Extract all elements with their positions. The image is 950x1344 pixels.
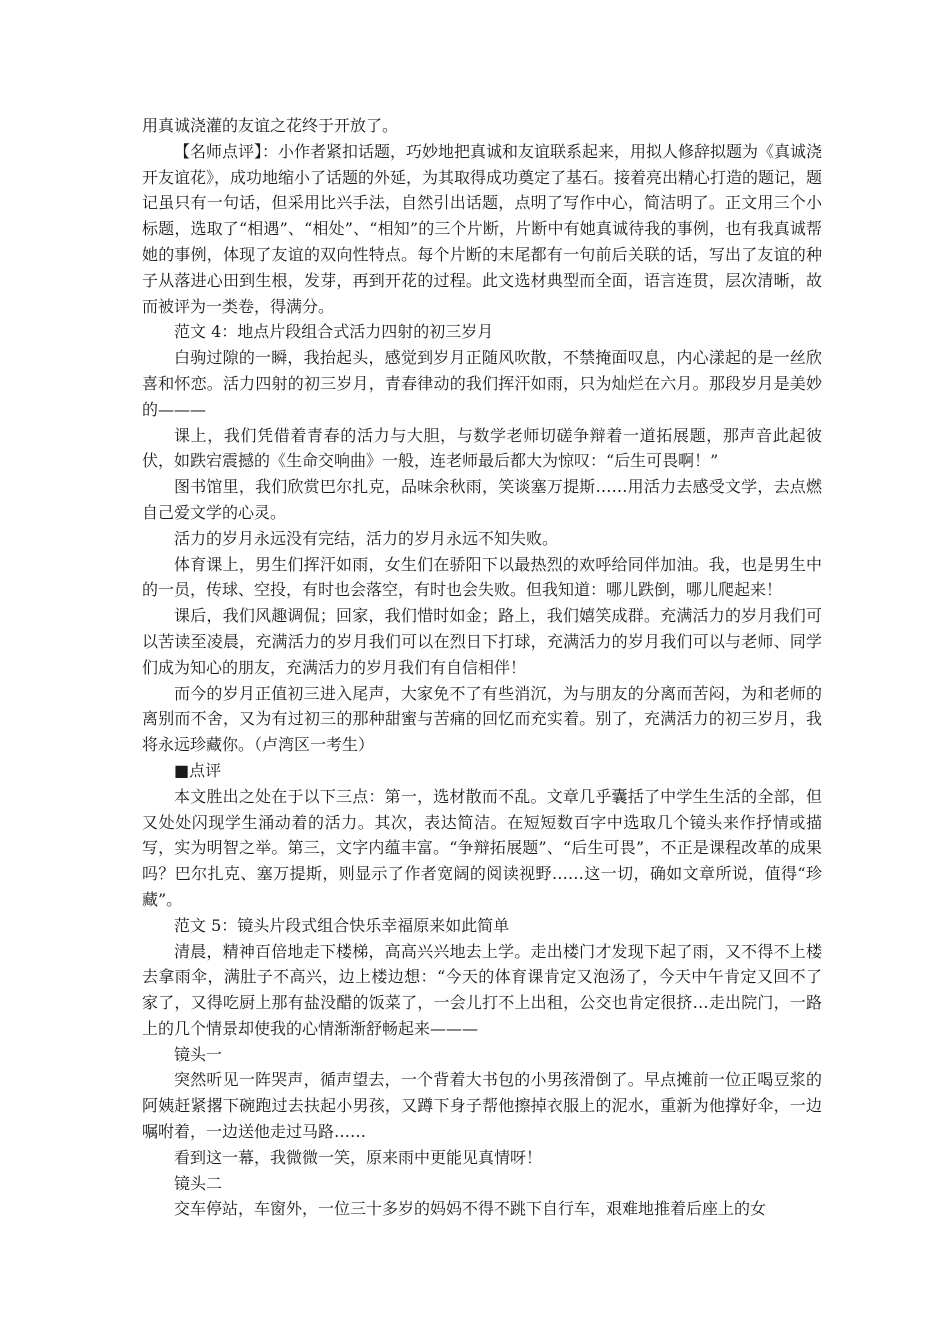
heading-scene-2: 镜头二 xyxy=(174,1173,223,1193)
paragraph-sample-4-pe: 体育课上，男生们挥汗如雨，女生们在骄阳下以最热烈的欢呼给同伴加油。我，也是男生中的一员，传球、空投，有时也会落空，有时也会失败。但我知道：哪儿跌倒，哪儿爬起来！ xyxy=(142,554,822,600)
paragraph-sample-4-intro: 白驹过隙的一瞬，我抬起头，感觉到岁月正随风吹散，不禁掩面叹息，内心漾起的是一丝欣喜和怀恋。活力四射的初三岁月，青春律动的我们挥汗如雨，只为灿烂在六月。那段岁月是美妙的——— xyxy=(142,348,822,419)
paragraph-teacher-comment: 【名师点评】：小作者紧扣话题，巧妙地把真诚和友谊联系起来，用拟人修辞拟题为《真诚浇开友谊花》，成功地缩小了话题的外延，为其取得成功奠定了基石。接着亮出精心打造的题记，题记虽只有一句话，但采用比兴手法，自然引出话题，点明了写作中心，简洁明了。正文用三个小标题，选取了“相遇”、“相处”、“相知”的三个片断，片断中有她真诚待我的事例，也有我真诚帮她的事例，体现了友谊的双向性特点。每个片断的末尾都有一句前后关联的话，写出了友谊的种子从落进心田到生根，发芽，再到开花的过程。此文选材典型而全面，语言连贯，层次清晰，故而被评为一类卷，得满分。 xyxy=(142,141,823,316)
heading-comment: ■点评 xyxy=(174,760,222,780)
paragraph-comment-body: 本文胜出之处在于以下三点：第一，选材散而不乱。文章几乎囊括了中学生生活的全部，但又处处闪现学生涌动着的活力。其次，表达简洁。在短短数百字中选取几个镜头来作抒情或描写，实为明智之举。第三，文字内蕴丰富。“争辩拓展题”、“后生可畏”，不正是课程改革的成果吗？巴尔扎克、塞万提斯，则显示了作者宽阔的阅读视野……这一切，确如文章所说，值得“珍藏”。 xyxy=(142,786,822,909)
paragraph-sample-5-intro: 清晨，精神百倍地走下楼梯，高高兴兴地去上学。走出楼门才发现下起了雨，又不得不上楼去拿雨伞，满肚子不高兴，边上楼边想：“今天的体育课肯定又泡汤了，今天中午肯定又回不了家了，又得吃厨上那有盐没醋的饭菜了，一会儿打不上出租，公交也肯定很挤…走出院门，一路上的几个情景却使我的心情渐渐舒畅起来——— xyxy=(142,941,822,1038)
paragraph-sample-4-vitality: 活力的岁月永远没有完结，活力的岁月永远不知失败。 xyxy=(174,528,559,548)
document-body xyxy=(142,113,822,1222)
paragraph-sample-4-afterclass: 课后，我们风趣调侃；回家，我们惜时如金；路上，我们嬉笑成群。充满活力的岁月我们可以苦读至凌晨，充满活力的岁月我们可以在烈日下打球，充满活力的岁月我们可以与老师、同学们成为知心的朋友，充满活力的岁月我们有自信相伴！ xyxy=(142,606,822,677)
paragraph-scene-1: 突然听见一阵哭声，循声望去，一个背着大书包的小男孩滑倒了。早点摊前一位正喝豆浆的阿姨赶紧撂下碗跑过去扶起小男孩，又蹲下身子帮他擦掉衣服上的泥水，重新为他撑好伞，一边嘱咐着，一边送他走过马路…… xyxy=(142,1070,822,1142)
heading-sample-5: 范文 5：镜头片段式组合快乐幸福原来如此简单 xyxy=(174,915,510,935)
heading-sample-4: 范文 4：地点片段组合式活力四射的初三岁月 xyxy=(174,322,494,342)
paragraph-scene-2: 交车停站，车窗外，一位三十多岁的妈妈不得不跳下自行车，艰难地推着后座上的女 xyxy=(174,1199,767,1219)
paragraph-sample-4-library: 图书馆里，我们欣赏巴尔扎克，品味余秋雨，笑谈塞万提斯……用活力去感受文学，去点燃自己爱文学的心灵。 xyxy=(142,477,822,522)
paragraph-friendship-ending: 用真诚浇灌的友谊之花终于开放了。 xyxy=(142,116,399,135)
paragraph-scene-1-reflection: 看到这一幕，我微微一笑，原来雨中更能见真情呀！ xyxy=(174,1147,543,1167)
paragraph-sample-4-ending: 而今的岁月正值初三进入尾声，大家免不了有些消沉，为与朋友的分离而苦闷，为和老师的离别而不舍，又为有过初三的那种甜蜜与苦痛的回忆而充实着。别了，充满活力的初三岁月，我将永远珍藏你。（卢湾区一考生） xyxy=(142,683,822,755)
heading-scene-1: 镜头一 xyxy=(174,1044,223,1064)
paragraph-sample-4-class: 课上，我们凭借着青春的活力与大胆，与数学老师切磋争辩着一道拓展题，那声音此起彼伏，如跌宕震撼的《生命交响曲》一般，连老师最后都大为惊叹：“后生可畏啊！” xyxy=(142,425,822,471)
